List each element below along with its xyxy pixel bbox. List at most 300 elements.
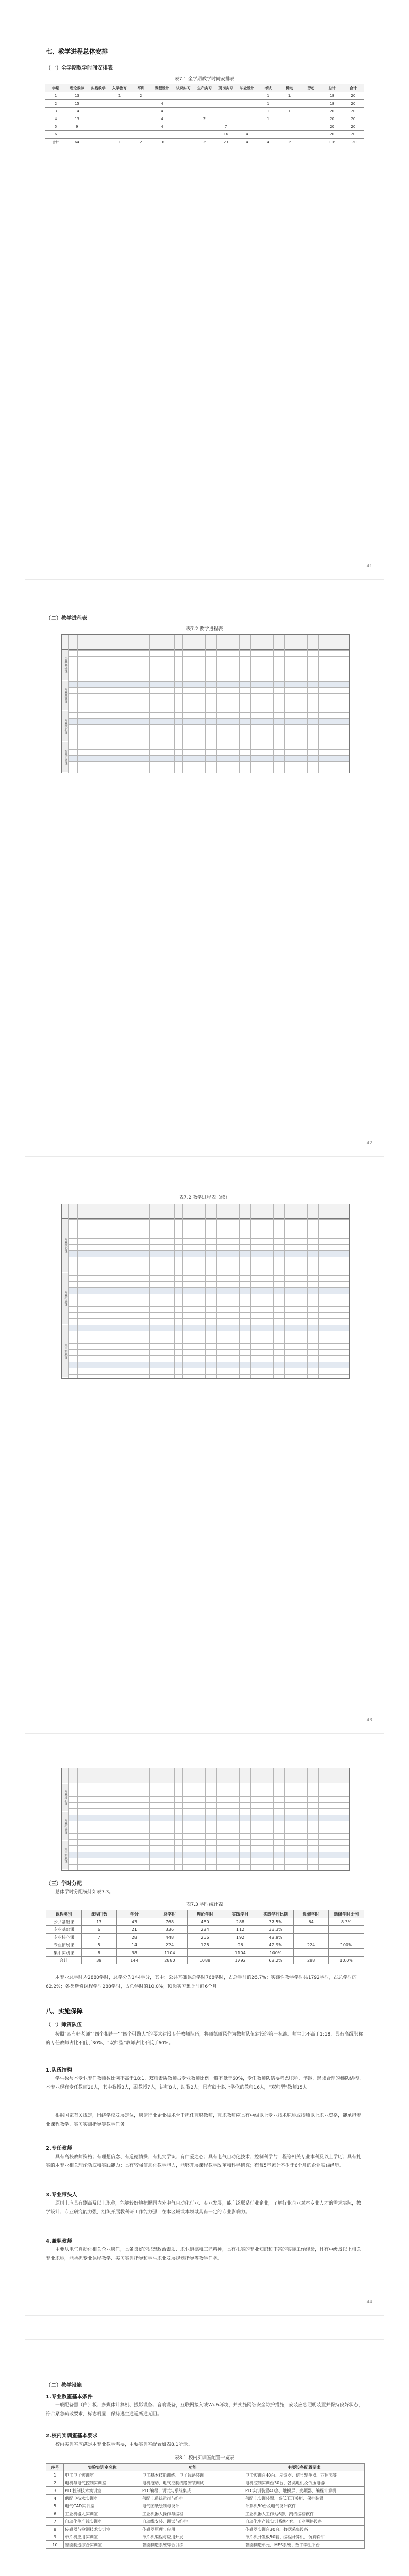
- paragraph: 总体学时分配统计如表7.3。: [55, 1890, 114, 1895]
- column-header: 考试: [258, 84, 279, 92]
- lab-row: [46, 2487, 365, 2495]
- table-caption: 表7.2 教学进程表（续）: [179, 1195, 230, 1200]
- column-line: [77, 635, 78, 773]
- row-line: [62, 656, 349, 657]
- table-cell: [88, 115, 109, 123]
- table-cell: [300, 131, 321, 139]
- page-3: [25, 1175, 384, 1734]
- table-caption: 表8.1 校内实训室配置一览表: [174, 2455, 235, 2461]
- column-line: [174, 635, 175, 773]
- table-cell: [88, 108, 109, 115]
- table-cell: 42.9%: [258, 1934, 294, 1941]
- table-cell: 20: [343, 92, 364, 100]
- table-cell: 43: [117, 1918, 152, 1926]
- subsection-heading: （二）教学设施: [46, 2383, 82, 2388]
- table-cell: 7: [215, 123, 236, 131]
- paragraph: 根据国家有关规定，围绕学校发展定位，聘请行业企业技术骨干担任兼职教师，兼职教师应具有中级以上专业技术职称或技师以上职业资格，能承担专业课程教学、实习实训指导等教学任务。: [46, 2113, 362, 2127]
- schedule-row: [45, 123, 364, 131]
- column-line: [68, 1768, 69, 1870]
- column-header: 功能: [141, 2464, 244, 2471]
- table-cell: [194, 100, 215, 108]
- table-cell: 电机控制实训台30台、各类电机及低压电器: [244, 2479, 365, 2487]
- table-cell: [300, 100, 321, 108]
- table-cell: 14: [66, 108, 88, 115]
- table-cell: 2: [45, 100, 66, 108]
- table-cell: 116: [321, 139, 343, 146]
- table-cell: 20: [343, 100, 364, 108]
- table-header-band: [62, 635, 349, 650]
- row-line: [62, 1287, 349, 1288]
- subtotal-row: [62, 681, 349, 687]
- category-label: 集中实践课: [62, 1841, 68, 1869]
- table-cell: [279, 100, 300, 108]
- table-cell: [258, 123, 279, 131]
- table-cell: 4: [46, 2495, 64, 2502]
- hours-row: [46, 1949, 364, 1957]
- table-cell: [151, 92, 173, 100]
- row-line: [62, 1318, 349, 1319]
- paragraph: 原则上应具有副高及以上职称，能够较好地把握国内外电气自动化行业、专业发展，能广泛联系行业企业，了解行业企业对本专业人才的需求实际，教学设计、专业研究能力强，组织开展教科研工作能力强，在本区域或本领域具有一定的专业影响力。: [46, 2201, 362, 2215]
- paragraph: 校内实训室应满足本专业教学需要，主要实训室配置如表8.1所示。: [55, 2442, 193, 2447]
- lab-row: [46, 2526, 365, 2533]
- page-number: 43: [366, 1718, 372, 1723]
- table-cell: 20: [343, 123, 364, 131]
- table-cell: 20: [343, 115, 364, 123]
- table-cell: 自动化生产线实训系统4套、工业网络设备: [244, 2518, 365, 2526]
- table-cell: 2: [194, 139, 215, 146]
- column-header: 选修学时比例: [329, 1910, 364, 1918]
- table-cell: [130, 131, 151, 139]
- column-header: 序号: [46, 2464, 64, 2471]
- subtotal-row: [62, 1325, 349, 1331]
- table-cell: 智能制造综合实训室: [64, 2541, 141, 2549]
- table-cell: 1: [258, 115, 279, 123]
- column-line: [250, 635, 251, 773]
- table-cell: 4: [236, 131, 258, 139]
- item-heading: 2.校内实训室基本要求: [46, 2433, 98, 2439]
- category-label: 专业拓展课: [62, 742, 68, 772]
- column-line: [174, 1204, 175, 1378]
- table-cell: 单片机应用实训室: [64, 2533, 141, 2541]
- table-cell: 单片机开发板50套、编程计算机、仿真软件: [244, 2533, 365, 2541]
- table-cell: [88, 131, 109, 139]
- row-line: [62, 1839, 349, 1840]
- table-cell: 4: [45, 115, 66, 123]
- row-line: [62, 681, 349, 682]
- hours-row: [46, 1941, 364, 1949]
- table-cell: [215, 115, 236, 123]
- page-1: [25, 21, 384, 580]
- table-cell: 工业机器人工作站6套、离线编程软件: [244, 2510, 365, 2518]
- table-cell: [109, 123, 130, 131]
- table-cell: 电气CAD实训室: [64, 2502, 141, 2510]
- section-heading: 八、实施保障: [46, 2008, 83, 2015]
- table-cell: 23: [215, 139, 236, 146]
- table-cell: 13: [81, 1918, 117, 1926]
- table-cell: [300, 115, 321, 123]
- subtotal-row: [62, 1852, 349, 1858]
- table-caption: 表7.3 学时统计表: [186, 1902, 223, 1907]
- column-line: [307, 635, 308, 773]
- table-cell: [194, 92, 215, 100]
- column-line: [205, 635, 206, 773]
- table-cell: [215, 108, 236, 115]
- table-cell: [188, 1949, 223, 1957]
- column-line: [239, 635, 240, 773]
- table-cell: 智能制造系统综合训练: [141, 2541, 244, 2549]
- table-cell: [279, 123, 300, 131]
- column-line: [318, 635, 319, 773]
- column-line: [216, 635, 217, 773]
- schedule-row: [45, 139, 364, 146]
- column-header: 学期: [45, 84, 66, 92]
- table-cell: 电工电子实训室: [64, 2471, 141, 2479]
- column-line: [284, 635, 285, 773]
- column-header: 课程门数: [81, 1910, 117, 1918]
- table-cell: [88, 139, 109, 146]
- row-line: [62, 1219, 349, 1220]
- column-line: [284, 1768, 285, 1870]
- page-4: [25, 1757, 384, 2316]
- table-cell: 8: [46, 2526, 64, 2533]
- table-caption: 表7.2 教学进程表: [186, 626, 223, 632]
- row-line: [62, 1306, 349, 1307]
- column-header: 学分: [117, 1910, 152, 1918]
- row-line: [62, 1808, 349, 1809]
- lab-row: [46, 2479, 365, 2487]
- table-cell: 288: [293, 1957, 329, 1964]
- table-cell: 8.3%: [329, 1918, 364, 1926]
- column-line: [174, 1768, 175, 1870]
- table-cell: 100%: [329, 1941, 364, 1949]
- column-header: 选修学时: [293, 1910, 329, 1918]
- table-cell: 112: [223, 1926, 258, 1934]
- table-cell: 144: [117, 1957, 152, 1964]
- table-cell: 13: [66, 92, 88, 100]
- subtotal-row: [62, 755, 349, 761]
- item-heading: 3.专业带头人: [46, 2192, 77, 2198]
- table-cell: 2: [46, 2479, 64, 2487]
- column-line: [273, 635, 274, 773]
- table-cell: 16: [215, 131, 236, 139]
- table-cell: [236, 92, 258, 100]
- table-cell: 传感器实训台30台、数据采集设备: [244, 2526, 365, 2533]
- item-heading: 1.队伍结构: [46, 2067, 72, 2073]
- table-cell: [293, 1926, 329, 1934]
- subtotal-row: [62, 1250, 349, 1257]
- table-cell: [151, 131, 173, 139]
- column-header: 主要设备配置要求: [244, 2464, 365, 2471]
- hours-row: [46, 1918, 364, 1926]
- table-cell: 电工实训台40台、示波器、信号发生器、万用表等: [244, 2471, 365, 2479]
- table-header-band: [62, 1768, 349, 1783]
- column-header: 理论教学: [66, 84, 88, 92]
- table-cell: 480: [188, 1918, 223, 1926]
- table-cell: 100%: [258, 1949, 294, 1957]
- table-cell: [130, 108, 151, 115]
- table-cell: 9: [46, 2533, 64, 2541]
- table-cell: [109, 100, 130, 108]
- column-header: 毕业设计: [236, 84, 258, 92]
- table-cell: PLC编程、调试与系统集成: [141, 2487, 244, 2495]
- table-cell: 智能制造单元、MES系统、数字孪生平台: [244, 2541, 365, 2549]
- table-cell: [173, 108, 194, 115]
- row-line: [62, 1845, 349, 1846]
- row-line: [62, 1374, 349, 1375]
- lab-row: [46, 2533, 365, 2541]
- column-line: [205, 1768, 206, 1870]
- table-cell: 39: [81, 1957, 117, 1964]
- column-line: [284, 1204, 285, 1378]
- table-cell: 1: [109, 139, 130, 146]
- table-header-band: [62, 1204, 349, 1219]
- row-line: [62, 1802, 349, 1803]
- table-cell: 10: [46, 2541, 64, 2549]
- table-cell: 224: [293, 1941, 329, 1949]
- table-cell: 供配电实训装置、高低压开关柜、保护装置: [244, 2495, 365, 2502]
- table-cell: 38: [117, 1949, 152, 1957]
- column-line: [205, 1204, 206, 1378]
- table-cell: [194, 123, 215, 131]
- row-line: [62, 1833, 349, 1834]
- paragraph: 主要从电气自动化相关企业聘任，具备良好的思想政治素质、职业道德和工匠精神，具有扎实的专业知识和丰富的实际工作经验，具有中级及以上相关专业职称，能承担专业课程教学、实习实训指导和学生职业发展规划指导等教学任务。: [46, 2247, 362, 2261]
- progress-table-image: [61, 634, 350, 773]
- column-line: [307, 1204, 308, 1378]
- table-cell: [329, 1934, 364, 1941]
- table-cell: [173, 123, 194, 131]
- column-header: 实践学时比例: [258, 1910, 294, 1918]
- table-cell: 1104: [223, 1949, 258, 1957]
- column-line: [273, 1768, 274, 1870]
- table-cell: [279, 115, 300, 123]
- table-cell: 7: [81, 1934, 117, 1941]
- table-cell: [258, 131, 279, 139]
- table-cell: 4: [151, 100, 173, 108]
- table-cell: 5: [45, 123, 66, 131]
- table-cell: 集中实践课: [46, 1949, 82, 1957]
- schedule-row: [45, 115, 364, 123]
- table-cell: 合计: [46, 1957, 82, 1964]
- table-cell: 4: [151, 123, 173, 131]
- column-line: [182, 635, 183, 773]
- table-cell: [173, 139, 194, 146]
- table-cell: [88, 100, 109, 108]
- table-cell: 21: [117, 1926, 152, 1934]
- table-cell: 5: [81, 1941, 117, 1949]
- row-line: [62, 1281, 349, 1282]
- column-line: [307, 1768, 308, 1870]
- column-line: [68, 635, 69, 773]
- table-cell: 3: [45, 108, 66, 115]
- table-cell: 1: [279, 92, 300, 100]
- table-cell: [215, 92, 236, 100]
- table-cell: 224: [188, 1926, 223, 1934]
- table-cell: 4: [258, 139, 279, 146]
- table-cell: [293, 1949, 329, 1957]
- table-cell: 1: [258, 92, 279, 100]
- schedule-row: [45, 108, 364, 115]
- table-cell: [109, 131, 130, 139]
- row-line: [62, 1238, 349, 1239]
- category-label: 专业拓展课: [62, 1812, 68, 1840]
- table-cell: 6: [46, 2510, 64, 2518]
- item-heading: 2.专任教师: [46, 2146, 72, 2151]
- column-header: 顶岗实习: [215, 84, 236, 92]
- column-header: 入学教育: [109, 84, 130, 92]
- category-label: 专业基础课: [62, 681, 68, 711]
- table-cell: 4: [236, 139, 258, 146]
- section-heading: 七、教学进程总体安排: [46, 48, 108, 55]
- page-2: [25, 598, 384, 1157]
- table-cell: [194, 108, 215, 115]
- table-cell: 专业核心课: [46, 1934, 82, 1941]
- table-cell: 1: [46, 2471, 64, 2479]
- table-cell: 18: [321, 92, 343, 100]
- category-label: 公共基础课: [62, 650, 68, 680]
- table-cell: PLC控制技术实训室: [64, 2487, 141, 2495]
- table-cell: 224: [152, 1941, 188, 1949]
- row-line: [62, 650, 349, 651]
- column-header: 实验实训室名称: [64, 2464, 141, 2471]
- summary-paragraph: 本专业总学时为2880学时，总学分为144学分，其中：公共基础课总学时768学时，占总学时的26.7%；实践性教学学时共1792学时，占总学时的62.2%；各类选修课程学时288学时，占总学时的10.0%；顶岗实习累计时间6个月。: [46, 1975, 357, 1989]
- item-heading: 1.专业教室基本条件: [46, 2394, 93, 2400]
- page-number: 44: [366, 2300, 372, 2305]
- row-line: [62, 1355, 349, 1356]
- table-cell: 单片机编程与应用开发: [141, 2533, 244, 2541]
- table-cell: 20: [321, 115, 343, 123]
- table-cell: [300, 123, 321, 131]
- table-cell: 电工基本技能训练、电子线路装调: [141, 2471, 244, 2479]
- column-header: 劳动: [300, 84, 321, 92]
- table-cell: 1: [258, 100, 279, 108]
- column-line: [77, 1768, 78, 1870]
- table-cell: 33.3%: [258, 1926, 294, 1934]
- table-cell: 256: [188, 1934, 223, 1941]
- column-header: 实践教学: [88, 84, 109, 92]
- table-cell: [329, 1949, 364, 1957]
- table-cell: 2: [130, 92, 151, 100]
- table-cell: [66, 131, 88, 139]
- subtotal-row: [62, 718, 349, 724]
- table-cell: 传感器与检测技术实训室: [64, 2526, 141, 2533]
- table-cell: 13: [66, 115, 88, 123]
- table-cell: 768: [152, 1918, 188, 1926]
- table-cell: [173, 92, 194, 100]
- page-number: 41: [366, 564, 372, 569]
- column-header: 课程设计: [151, 84, 173, 92]
- table-cell: 2: [130, 139, 151, 146]
- column-line: [250, 1768, 251, 1870]
- row-line: [62, 718, 349, 719]
- table-cell: 电机与电气控制实训室: [64, 2479, 141, 2487]
- row-line: [62, 761, 349, 762]
- table-cell: 2: [194, 115, 215, 123]
- table-cell: [130, 100, 151, 108]
- row-line: [62, 755, 349, 756]
- column-header: 生产实习: [194, 84, 215, 92]
- table-cell: 3: [46, 2487, 64, 2495]
- table-cell: PLC实训装置40套、触摸屏、变频器、编程计算机: [244, 2487, 365, 2495]
- subsection-heading: （一）师资队伍: [46, 2022, 82, 2028]
- table-cell: 5: [46, 2502, 64, 2510]
- table-cell: 自动线安装、调试与维护: [141, 2518, 244, 2526]
- table-cell: [279, 131, 300, 139]
- column-line: [149, 1768, 150, 1870]
- column-line: [216, 1768, 217, 1870]
- table-cell: 供配电技术实训室: [64, 2495, 141, 2502]
- table-cell: [130, 123, 151, 131]
- table-cell: 96: [223, 1941, 258, 1949]
- paragraph: 按照“四有好老师”“四个相统一”“四个引路人”的要求建设专任教师队伍，将师德师风作为教师队伍建设的第一标准。师生比不高于1:18，具有高级职称的专任教师占比不低于30%，“双师型”教师占比不低于60%。: [46, 2032, 363, 2046]
- table-cell: 1: [258, 108, 279, 115]
- table-cell: 288: [223, 1918, 258, 1926]
- lab-row: [46, 2518, 365, 2526]
- table-cell: [88, 123, 109, 131]
- table-cell: 37.5%: [258, 1918, 294, 1926]
- column-line: [216, 1204, 217, 1378]
- row-line: [62, 687, 349, 688]
- table-cell: 28: [117, 1934, 152, 1941]
- lab-row: [46, 2471, 365, 2479]
- table-cell: 专业拓展课: [46, 1941, 82, 1949]
- table-cell: 供配电系统运行与维护: [141, 2495, 244, 2502]
- category-label: 专业核心课: [62, 711, 68, 741]
- subtotal-row: [62, 1287, 349, 1294]
- lab-row: [46, 2502, 365, 2510]
- table-cell: 7: [46, 2518, 64, 2526]
- table-cell: [173, 131, 194, 139]
- page-number: 42: [366, 1141, 372, 1146]
- hours-row: [46, 1957, 364, 1964]
- column-line: [68, 1204, 69, 1378]
- table-cell: 20: [343, 131, 364, 139]
- progress-table-image: [61, 1768, 350, 1871]
- table-cell: 自动化生产线实训室: [64, 2518, 141, 2526]
- table-cell: 4: [151, 108, 173, 115]
- lab-row: [46, 2541, 365, 2549]
- table-cell: 公共基础课: [46, 1918, 82, 1926]
- table-cell: 20: [321, 131, 343, 139]
- row-line: [62, 1349, 349, 1350]
- table-cell: 1088: [188, 1957, 223, 1964]
- table-cell: [236, 123, 258, 131]
- table-cell: 合计: [45, 139, 66, 146]
- column-header: 总计: [321, 84, 343, 92]
- table-cell: 64: [293, 1918, 329, 1926]
- table-cell: 9: [66, 123, 88, 131]
- table-cell: 15: [66, 100, 88, 108]
- table-cell: [300, 139, 321, 146]
- row-line: [62, 724, 349, 725]
- column-line: [239, 1204, 240, 1378]
- subtotal-row: [62, 1815, 349, 1821]
- table-cell: 10.0%: [329, 1957, 364, 1964]
- table-cell: [329, 1926, 364, 1934]
- column-line: [149, 635, 150, 773]
- table-cell: 128: [188, 1941, 223, 1949]
- column-line: [239, 1768, 240, 1870]
- subsection-heading: （一）全学期教学时间安排表: [46, 65, 113, 71]
- progress-table-image: [61, 1204, 350, 1379]
- page-5: [25, 2339, 384, 2576]
- table-cell: [88, 92, 109, 100]
- table-cell: [293, 1934, 329, 1941]
- hours-row: [46, 1926, 364, 1934]
- column-header: 机动: [279, 84, 300, 92]
- paragraph: 学生数与本专业专任教师数比例不高于18:1，双师素质教师占专业教师比例一般不低于60%，专任教师队伍要考虑职称、年龄，形成合理的梯队结构。本专业现有专任教师20人，其中教授3人，副教授7人，讲师8人，助教2人；具有硕士以上学位的教师16人，“双师型”教师15人。: [46, 2076, 364, 2090]
- column-line: [182, 1768, 183, 1870]
- row-line: [62, 1250, 349, 1251]
